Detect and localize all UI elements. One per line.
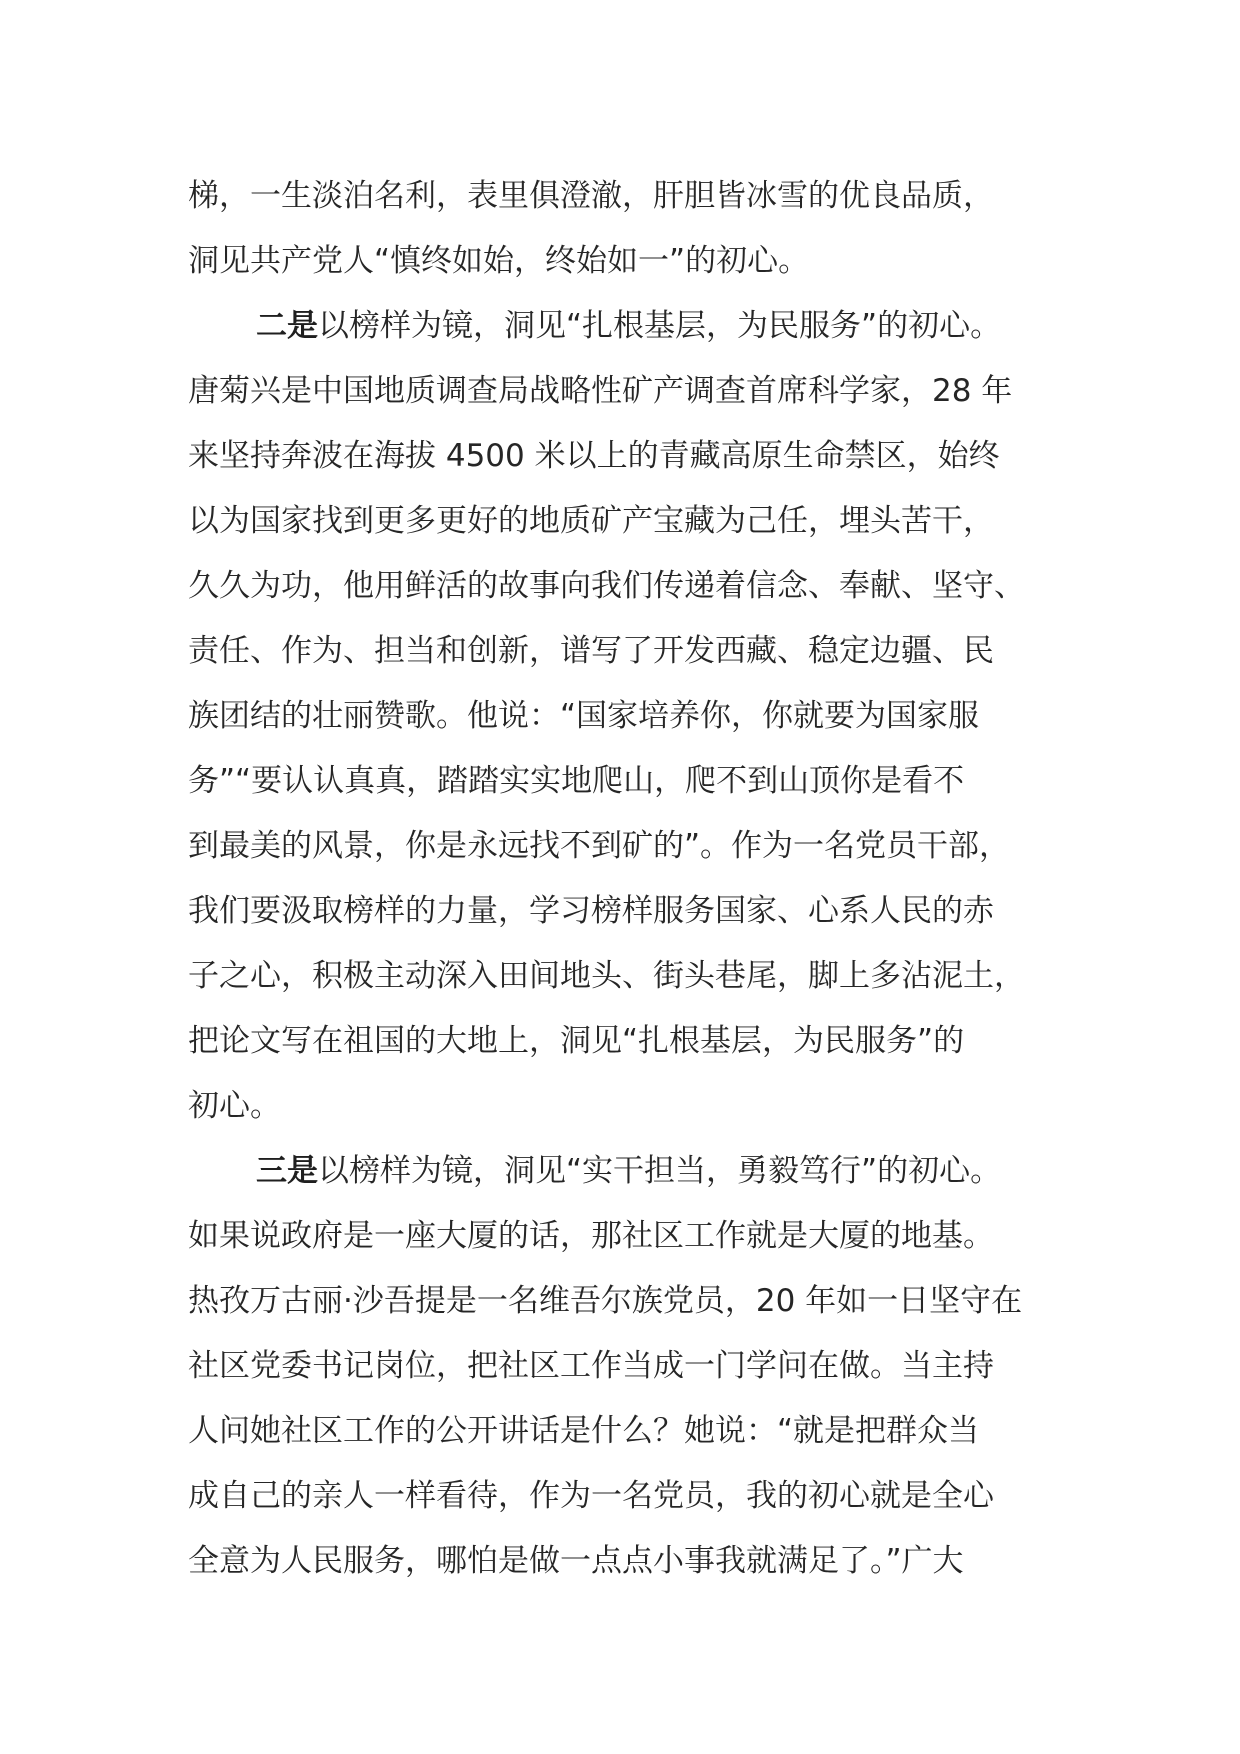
text-line: 社区党委书记岗位，把社区工作当成一门学问在做。当主持 [188,1348,994,1384]
text-line: 到最美的风景，你是永远找不到矿的”。作为一名党员干部， [188,828,1011,864]
paragraph-lead-bold: 二是 [256,308,318,344]
paragraph-heading-line [188,294,1058,359]
text-line: 久久为功，他用鲜活的故事向我们传递着信念、奉献、坚守、 [188,568,1025,604]
text-line: 如果说政府是一座大厦的话，那社区工作就是大厦的地基。 [188,1218,994,1254]
paragraph-heading-line [188,1139,1058,1204]
text-line: 洞见共产党人“慎终如始，终始如一”的初心。 [188,243,810,279]
text-line: 把论文写在祖国的大地上，洞见“扎根基层，为民服务”的 [188,1023,965,1059]
text-line: 来坚持奔波在海拔 4500 米以上的青藏高原生命禁区，始终 [188,438,1000,474]
text-line: 唐菊兴是中国地质调查局战略性矿产调查首席科学家，28 年 [188,373,1013,409]
paragraph-heading-text: 以榜样为镜，洞见“扎根基层，为民服务”的初心。 [318,308,1002,344]
text-line: 成自己的亲人一样看待，作为一名党员，我的初心就是全心 [188,1478,994,1514]
text-line: 初心。 [188,1088,281,1124]
text-line: 梯，一生淡泊名利，表里俱澄澈，肝胆皆冰雪的优良品质， [188,178,994,214]
text-line: 务”“要认认真真，踏踏实实地爬山，爬不到山顶你是看不 [188,763,965,799]
document-body [188,164,1058,1594]
text-line: 全意为人民服务，哪怕是做一点点小事我就满足了。”广大 [188,1543,964,1579]
text-line: 热孜万古丽·沙吾提是一名维吾尔族党员，20 年如一日坚守在 [188,1283,1023,1319]
text-line: 责任、作为、担当和创新，谱写了开发西藏、稳定边疆、民 [188,633,994,669]
text-line: 子之心，积极主动深入田间地头、街头巷尾，脚上多沾泥土， [188,958,1025,994]
paragraph-lead-bold: 三是 [256,1153,318,1189]
text-line: 人问她社区工作的公开讲话是什么？她说：“就是把群众当 [188,1413,980,1449]
text-line: 以为国家找到更多更好的地质矿产宝藏为己任，埋头苦干， [188,503,994,539]
text-line: 我们要汲取榜样的力量，学习榜样服务国家、心系人民的赤 [188,893,994,929]
paragraph-heading-text: 以榜样为镜，洞见“实干担当，勇毅笃行”的初心。 [318,1153,1002,1189]
text-line: 族团结的壮丽赞歌。他说：“国家培养你，你就要为国家服 [188,698,980,734]
